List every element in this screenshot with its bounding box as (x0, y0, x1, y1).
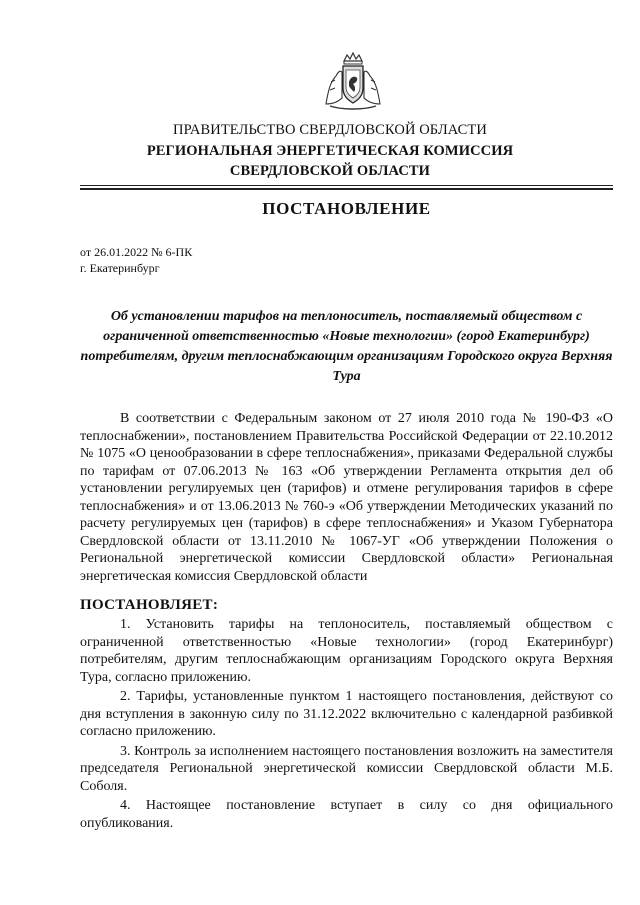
resolution-item-3: 3. Контроль за исполнением настоящего постановления возложить на заместителя председателя Региональной энергетической комиссии Свердловской области М.Б. Соболя. (80, 743, 613, 794)
header-divider-thick (80, 188, 613, 190)
resolution-item-4: 4. Настоящее постановление вступает в силу со дня официального опубликования. (80, 798, 613, 831)
resolution-items (80, 616, 613, 834)
document-place: г. Екатеринбург (80, 261, 160, 275)
document-title: ПОСТАНОВЛЕНИЕ (262, 199, 431, 218)
document-date-number: от 26.01.2022 № 6-ПК (80, 245, 193, 259)
org-name-line3: СВЕРДЛОВСКОЙ ОБЛАСТИ (229, 163, 431, 179)
coat-of-arms-icon (322, 52, 384, 112)
org-name-line2: РЕГИОНАЛЬНАЯ ЭНЕРГЕТИЧЕСКАЯ КОМИССИЯ (146, 143, 514, 159)
resolution-item-1: 1. Установить тарифы на теплоноситель, поставляемый обществом с ограниченной ответственностью «Новые технологии» (город Екатеринбург) потребителям, другим теплоснабжающим организациям Городского округа Верхняя Тура, согласно приложению. (80, 617, 613, 685)
resolution-item-2: 2. Тарифы, установленные пунктом 1 настоящего постановления, действуют со дня вступления в законную силу по 31.12.2022 включительно с календарной разбивкой согласно приложению. (80, 689, 613, 739)
org-name-line1: ПРАВИТЕЛЬСТВО СВЕРДЛОВСКОЙ ОБЛАСТИ (173, 122, 487, 138)
preamble-paragraph: В соответствии с Федеральным законом от 27 июля 2010 года № 190-ФЗ «О теплоснабжении», постановлением Правительства Российской Федерации от 22.10.2012 № 1075 «О ценообразовании в сфере теплоснабжения», приказами Федеральной службы по тарифам от 07.06.2013 № 163 «Об утверждении Регламента открытия дел об установлении регулируемых цен (тарифов) и отмене регулирования тарифов в сфере теплоснабжения» и от 13.06.2013 № 760-э «Об утверждении Методических указаний по расчету регулируемых цен (тарифов) в сфере теплоснабжения» и Указом Губернатора Свердловской области от 13.11.2010 № 1067-УГ «Об утверждении Положения о Региональной энергетической комиссии Свердловской области» Региональная энергетическая комиссия Свердловской области (80, 411, 613, 584)
document-subject: Об установлении тарифов на теплоноситель, поставляемый обществом с ограниченной ответственностью «Новые технологии» (город Екатеринбург) потребителям, другим теплоснабжающим организациям Городского округа Верхняя Тура (80, 309, 613, 384)
header-divider-thin (80, 185, 613, 186)
resolves-heading: ПОСТАНОВЛЯЕТ: (80, 597, 219, 613)
